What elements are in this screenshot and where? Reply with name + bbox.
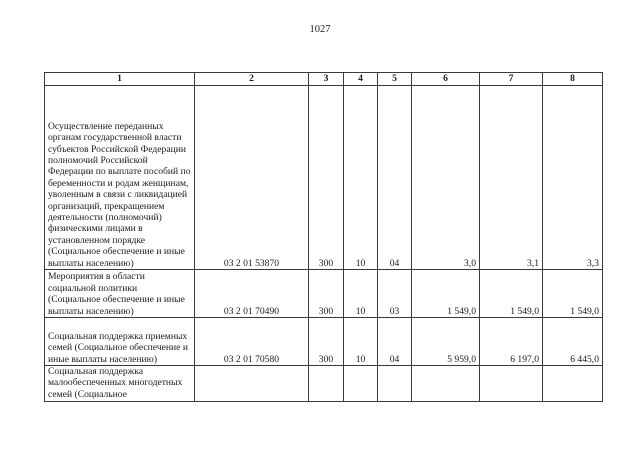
table-row xyxy=(45,318,603,366)
amount-year2-cell: 1 549,0 xyxy=(480,270,543,318)
amount-year1-cell xyxy=(412,366,480,402)
amount-year3-cell: 3,3 xyxy=(543,86,603,270)
amount-year1-cell: 1 549,0 xyxy=(412,270,480,318)
expense-name-cell: Социальная поддержка приемных семей (Социальное обеспечение и иные выплаты населению) xyxy=(45,318,195,366)
subsection-cell: 04 xyxy=(378,86,412,270)
amount-year2-cell: 6 197,0 xyxy=(480,318,543,366)
amount-year2-cell: 3,1 xyxy=(480,86,543,270)
header-row xyxy=(45,73,603,86)
section-cell: 10 xyxy=(344,86,378,270)
column-header: 3 xyxy=(309,73,344,86)
expense-name-cell: Осуществление переданных органам государственной власти субъектов Российской Федерации полномочий Российской Федерации по выплате пособий по беременности и родам женщинам, уволенным в связи с ликвидацией организаций, прекращением деятельности (полномочий) физическими лицами в установленном порядке (Социальное обеспечение и иные выплаты населению) xyxy=(45,86,195,270)
expense-name-cell: Социальная поддержка малообеспеченных многодетных семей (Социальное xyxy=(45,366,195,402)
table-row xyxy=(45,86,603,270)
expense-type-cell: 300 xyxy=(309,270,344,318)
expense-type-cell: 300 xyxy=(309,86,344,270)
section-cell xyxy=(344,366,378,402)
amount-year3-cell: 6 445,0 xyxy=(543,318,603,366)
section-cell: 10 xyxy=(344,270,378,318)
column-header: 2 xyxy=(195,73,309,86)
column-header: 7 xyxy=(480,73,543,86)
column-header: 5 xyxy=(378,73,412,86)
subsection-cell: 04 xyxy=(378,318,412,366)
target-code-cell: 03 2 01 53870 xyxy=(195,86,309,270)
target-code-cell xyxy=(195,366,309,402)
page-number: 1027 xyxy=(309,24,331,35)
expense-type-cell xyxy=(309,366,344,402)
amount-year2-cell xyxy=(480,366,543,402)
amount-year1-cell: 3,0 xyxy=(412,86,480,270)
expense-type-cell: 300 xyxy=(309,318,344,366)
column-header: 1 xyxy=(45,73,195,86)
subsection-cell: 03 xyxy=(378,270,412,318)
expense-name-cell: Мероприятия в области социальной политики (Социальное обеспечение и иные выплаты населению) xyxy=(45,270,195,318)
amount-year1-cell: 5 959,0 xyxy=(412,318,480,366)
column-header: 6 xyxy=(412,73,480,86)
table-row xyxy=(45,270,603,318)
target-code-cell: 03 2 01 70490 xyxy=(195,270,309,318)
column-header: 4 xyxy=(344,73,378,86)
table-row xyxy=(45,366,603,402)
target-code-cell: 03 2 01 70580 xyxy=(195,318,309,366)
amount-year3-cell xyxy=(543,366,603,402)
amount-year3-cell: 1 549,0 xyxy=(543,270,603,318)
column-header: 8 xyxy=(543,73,603,86)
section-cell: 10 xyxy=(344,318,378,366)
budget-table xyxy=(44,72,603,402)
subsection-cell xyxy=(378,366,412,402)
